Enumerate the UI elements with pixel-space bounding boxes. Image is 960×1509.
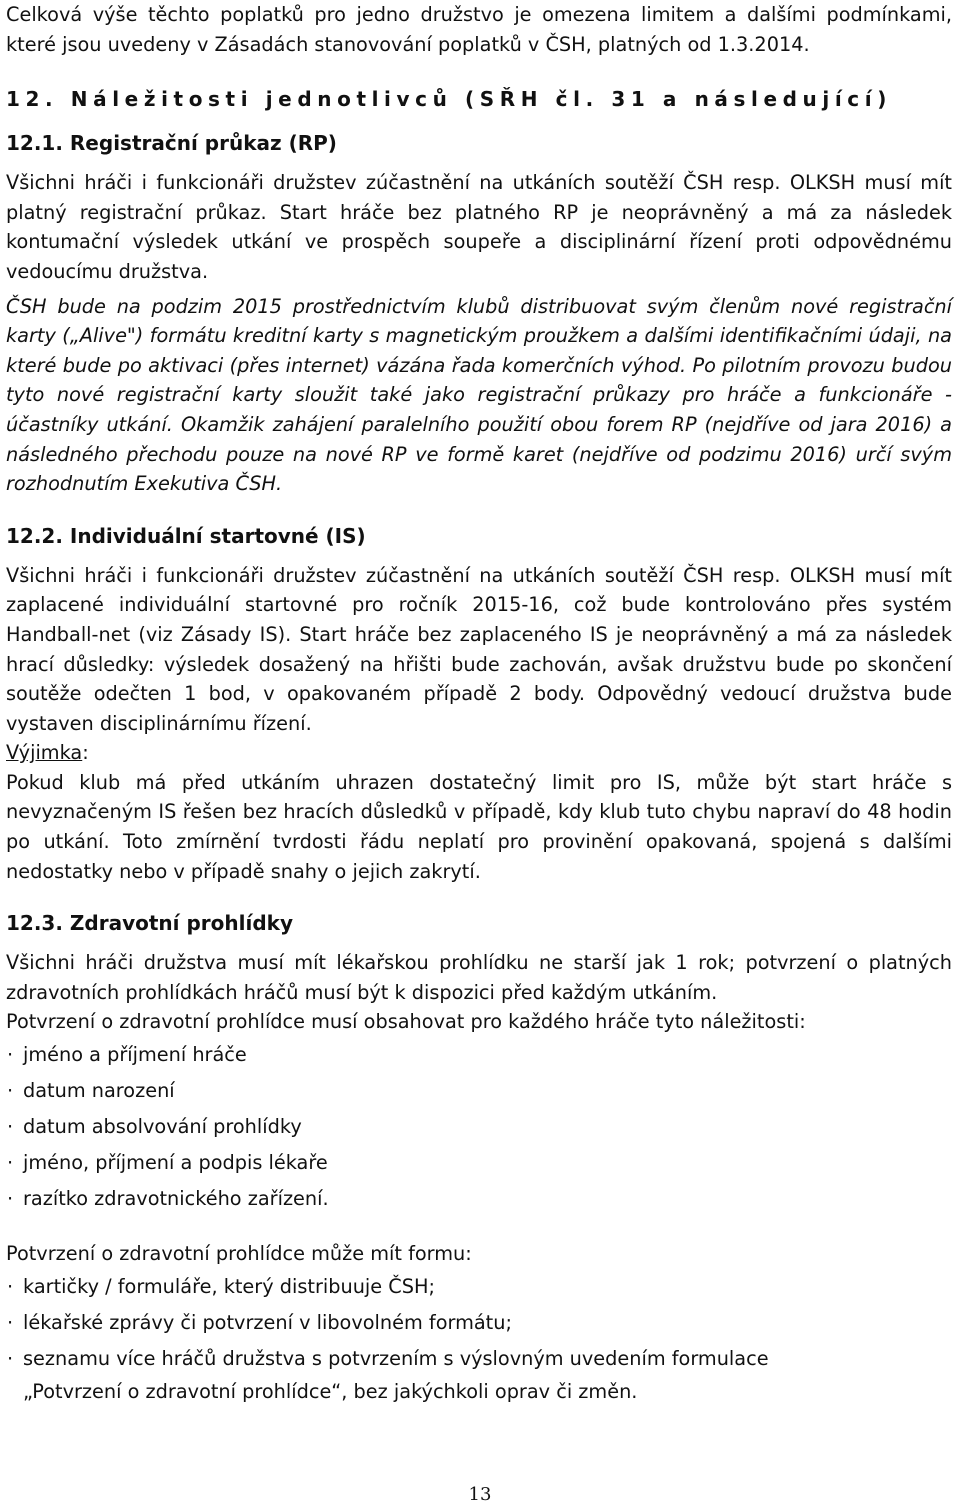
subsection-title-registration: 12.1. Registrační průkaz (RP) xyxy=(6,131,337,156)
list-item: · datum narození xyxy=(6,1073,952,1109)
list-item: · jméno a příjmení hráče xyxy=(6,1037,952,1073)
bullet-icon: · xyxy=(7,1115,14,1139)
list-item: · razítko zdravotnického zařízení. xyxy=(6,1181,952,1217)
medical-requirements-list xyxy=(6,1037,952,1217)
document-page xyxy=(6,0,952,1407)
medical-form-list xyxy=(6,1269,952,1377)
intro-paragraph: Celková výše těchto poplatků pro jedno družstvo je omezena limitem a dalšími podmínkami, které jsou uvedeny v Zásadách stanovování poplatků v ČSH, platných od 1.3.2014. xyxy=(6,3,952,56)
bullet-icon: · xyxy=(7,1310,14,1334)
subsection-title-medical: 12.3. Zdravotní prohlídky xyxy=(6,911,294,936)
list-item: · kartičky / formuláře, který distribuuje ČSH; xyxy=(6,1269,952,1305)
page-number: 13 xyxy=(468,1484,492,1505)
medical-paragraph: Všichni hráči družstva musí mít lékařskou prohlídku ne starší jak 1 rok; potvrzení o platných zdravotních prohlídkách hráčů musí být k dispozici před každým utkáním. xyxy=(6,951,952,1004)
bullet-icon: · xyxy=(7,1079,14,1103)
bullet-icon: · xyxy=(7,1274,14,1298)
registration-paragraph: Všichni hráči i funkcionáři družstev zúčastnění na utkáních soutěží ČSH resp. OLKSH musí mít platný registrační průkaz. Start hráče bez platného RP je neoprávněný a má za následek kontumační výsledek utkání ve prospěch soupeře a disciplinární řízení proti odpovědnému vedoucímu družstva. xyxy=(6,171,952,283)
section-title: 12. Náležitosti jednotlivců (SŘH čl. 31 a následující) xyxy=(6,87,892,112)
list-item: · lékařské zprávy či potvrzení v libovolném formátu; xyxy=(6,1305,952,1341)
list-item: · datum absolvování prohlídky xyxy=(6,1109,952,1145)
list-item: · seznamu více hráčů družstva s potvrzením s výslovným uvedením formulace xyxy=(6,1341,952,1377)
bullet-icon: · xyxy=(7,1187,14,1211)
medical-requirements-intro: Potvrzení o zdravotní prohlídce musí obsahovat pro každého hráče tyto náležitosti: xyxy=(6,1010,806,1034)
bullet-icon: · xyxy=(7,1151,14,1175)
exception-paragraph: Pokud klub má před utkáním uhrazen dostatečný limit pro IS, může být start hráče s nevyznačeným IS řešen bez hracích důsledků v případě, kdy klub tuto chybu napraví do 48 hodin po utkání. Toto zmírnění tvrdosti řádu neplatí pro provinění opakovaná, spojená s dalšími nedostatky nebo v případě snahy o jejich zakrytí. xyxy=(6,770,952,883)
bullet-icon: · xyxy=(7,1346,14,1370)
fee-paragraph: Všichni hráči i funkcionáři družstev zúčastnění na utkáních soutěží ČSH resp. OLKSH musí mít zaplacené individuální startovné pro ročník 2015-16, což bude kontrolováno přes systém Handball-net (viz Zásady IS). Start hráče bez zaplaceného IS je neoprávněný a má za následek hrací důsledky: výsledek dosažený na hřišti bude zachován, avšak družstvu bude po skončení soutěže odečten 1 bod, v opakovaném případě 2 body. Odpovědný vedoucí družstva bude vystaven disciplinárnímu řízení. xyxy=(6,563,952,735)
list-item: · jméno, příjmení a podpis lékaře xyxy=(6,1145,952,1181)
exception-label-line xyxy=(6,738,952,768)
exception-colon: : xyxy=(82,741,89,765)
exception-label: Výjimka xyxy=(6,741,83,765)
bullet-icon: · xyxy=(7,1043,14,1067)
list-continuation: „Potvrzení o zdravotní prohlídce“, bez jakýchkoli oprav či změn. xyxy=(23,1379,638,1403)
medical-form-intro: Potvrzení o zdravotní prohlídce může mít formu: xyxy=(6,1242,472,1266)
subsection-title-fee: 12.2. Individuální startovné (IS) xyxy=(6,523,366,548)
registration-cards-paragraph: ČSH bude na podzim 2015 prostřednictvím klubů distribuovat svým členům nové registrační karty („Alive") formátu kreditní karty s magnetickým proužkem a dalšími identifikačními údaji, na které bude po aktivaci (přes internet) vázána řada komerčních výhod. Po pilotním provozu budou tyto nové registrační karty sloužit také jako registrační průkazy pro hráče a funkcionáře - účastníky utkání. Okamžik zahájení paralelního použití obou forem RP (nejdříve od jara 2016) a následného přechodu pouze na nové RP ve formě karet (nejdříve od podzimu 2016) určí svým rozhodnutím Exekutiva ČSH. xyxy=(6,294,952,496)
